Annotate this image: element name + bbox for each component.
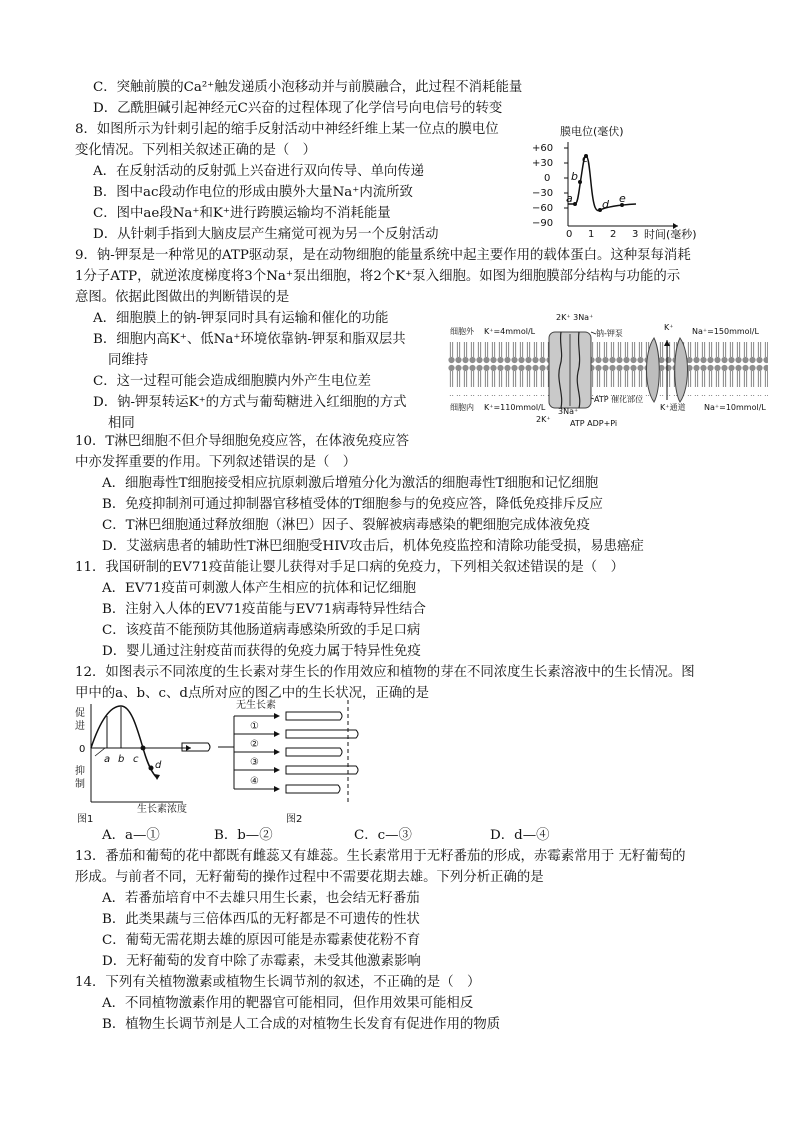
q8-fig-ytick: −60 xyxy=(532,203,554,214)
fig2-caption: 图2 xyxy=(286,814,303,825)
q7-option-c: C．突触前膜的Ca²⁺触发递质小泡移动并与前膜融合，此过程不消耗能量 xyxy=(93,80,523,95)
q8-fig-xtick: 0 xyxy=(566,229,573,240)
k-top-label: K⁺ xyxy=(664,323,674,332)
fig1-zero: 0 xyxy=(79,744,86,755)
bud-3 xyxy=(286,766,358,774)
q12-stem-line1: 12．如图表示不同浓度的生长素对芽生长的作用效应和植物的芽在不同浓度生长素溶液中的生长情况。图 xyxy=(75,665,695,680)
q10-stem-line2: 中亦发挥重要的作用。下列叙述错误的是（ ） xyxy=(75,455,357,470)
q8-option-c: C．图中ae段Na⁺和K⁺进行跨膜运输均不消耗能量 xyxy=(93,206,391,221)
bud-2 xyxy=(286,748,342,756)
q9-stem-line2: 1分子ATP，就逆浓度梯度将3个Na⁺泵出细胞，将2个K⁺泵入细胞。如图为细胞膜部分结构与功能的示 xyxy=(75,269,681,284)
fig2-label-3: ③ xyxy=(250,757,259,768)
q9-option-a: A．细胞膜上的钠-钾泵同时具有运输和催化的功能 xyxy=(93,311,389,326)
atp-label: ATP ADP+Pi xyxy=(570,419,618,428)
bud-growth-figure-2 xyxy=(178,696,368,828)
q11-option-c: C．该疫苗不能预防其他肠道病毒感染所致的手足口病 xyxy=(102,623,421,638)
fig1-inhibit-char2: 制 xyxy=(75,779,85,790)
q9-option-d-line2: 相同 xyxy=(108,416,135,431)
fig2-source-bud xyxy=(182,743,210,751)
q12-option-b: B．b—② xyxy=(214,828,273,843)
q8-fig-ytick: −90 xyxy=(532,218,554,229)
q8-fig-ytick: −30 xyxy=(532,188,554,199)
na-bottom-label: 3Na⁺ xyxy=(558,407,579,416)
q11-option-d: D．婴儿通过注射疫苗而获得的免疫力属于特异性免疫 xyxy=(102,644,421,659)
q10-option-d: D．艾滋病患者的辅助性T淋巴细胞受HIV攻击后，机体免疫监控和清除功能受损，易患癌症 xyxy=(102,539,644,554)
q10-option-c: C．T淋巴细胞通过释放细胞（淋巴）因子、裂解被病毒感染的靶细胞完成体液免疫 xyxy=(102,518,590,533)
pump-top-ions: 2K⁺ 3Na⁺ xyxy=(556,313,594,322)
q11-option-a: A．EV71疫苗可刺激人体产生相应的抗体和记忆细胞 xyxy=(102,581,416,596)
q8-option-d: D．从针刺手指到大脑皮层产生痛觉可视为另一个反射活动 xyxy=(93,227,439,242)
q10-stem-line1: 10．T淋巴细胞不但介导细胞免疫应答，在体液免疫应答 xyxy=(75,434,409,449)
q13-option-b: B．此类果蔬与三倍体西瓜的无籽都是不可遗传的性状 xyxy=(102,912,420,927)
fig2-no-auxin-label: 无生长素 xyxy=(236,700,276,711)
fig1-promote-char1: 促 xyxy=(75,708,85,719)
atp-site-label: ATP 催化部位 xyxy=(594,395,644,404)
q11-option-b: B．注射入人体的EV71疫苗能与EV71病毒特异性结合 xyxy=(102,602,426,617)
q9-option-b-line2: 同维持 xyxy=(108,353,149,368)
fig1-xlabel: 生长素浓度 xyxy=(137,804,187,815)
q8-fig-ytick: +30 xyxy=(532,158,554,169)
q9-stem-line1: 9．钠-钾泵是一种常见的ATP驱动泵，是在动物细胞的能量系统中起主要作用的载体蛋白。这种泵每消耗 xyxy=(75,248,691,263)
q9-option-d-line1: D．钠-钾泵转运K⁺的方式与葡萄糖进入红细胞的方式 xyxy=(93,395,407,410)
fig2-label-1: ① xyxy=(250,721,259,732)
q9-option-b-line1: B．细胞内高K⁺、低Na⁺环境依靠钠-钾泵和脂双层共 xyxy=(93,332,406,347)
q13-option-d: D．无籽葡萄的发育中除了赤霉素，未受其他激素影响 xyxy=(102,954,421,969)
fig1-point-a: a xyxy=(104,754,111,765)
q9-option-c: C．这一过程可能会造成细胞膜内外产生电位差 xyxy=(93,374,372,389)
fig1-promote-char2: 进 xyxy=(75,721,85,732)
q10-option-b: B．免疫抑制剂可通过抑制器官移植受体的T细胞参与的免疫应答，降低免疫排斥反应 xyxy=(102,497,603,512)
fig1-caption: 图1 xyxy=(77,814,94,825)
q12-option-a: A．a—① xyxy=(102,828,160,843)
q13-stem-line1: 13．番茄和葡萄的花中都既有雌蕊又有雄蕊。生长素常用于无籽番茄的形成，赤霉素常用于 无籽葡萄的 xyxy=(75,849,686,864)
q14-option-b: B．植物生长调节剂是人工合成的对植物生长发育有促进作用的物质 xyxy=(102,1017,501,1032)
bud-no-auxin xyxy=(286,712,342,720)
k-bottom-label: 2K⁺ xyxy=(536,415,551,424)
pump-label: 钠-钾泵 xyxy=(596,329,623,338)
q8-fig-point-b: b xyxy=(571,170,578,183)
q9-stem-line3: 意图。依据此图做出的判断错误的是 xyxy=(75,290,290,305)
q12-stem-line2: 甲中的a、b、c、d点所对应的图乙中的生长状况，正确的是 xyxy=(75,686,429,701)
k-inside-concentration: K⁺=110mmol/L xyxy=(484,403,546,412)
na-outside-concentration: Na⁺=150mmol/L xyxy=(692,327,759,336)
q12-option-c: C．c—③ xyxy=(354,828,412,843)
k-channel-label: K⁺通道 xyxy=(660,403,686,412)
q14-option-a: A．不同植物激素作用的靶器官可能相同，但作用效果可能相反 xyxy=(102,996,474,1011)
q11-stem: 11．我国研制的EV71疫苗能让婴儿获得对手足口病的免疫力，下列相关叙述错误的是（ ） xyxy=(75,560,624,575)
q13-stem-line2: 形成。与前者不同，无籽葡萄的操作过程中不需要花期去雄。下列分析正确的是 xyxy=(75,870,544,885)
q8-fig-point-a: a xyxy=(566,192,573,205)
outside-label: 细胞外 xyxy=(450,327,474,336)
q8-stem-line1: 8．如图所示为针刺引起的缩手反射活动中神经纤维上某一位点的膜电位 xyxy=(75,122,499,137)
q13-option-c: C．葡萄无需花期去雄的原因可能是赤霉素使花粉不育 xyxy=(102,933,421,948)
q14-stem: 14．下列有关植物激素或植物生长调节剂的叙述，不正确的是（ ） xyxy=(75,975,481,990)
membrane-potential-figure xyxy=(518,120,718,242)
q8-stem-line2: 变化情况。下列相关叙述正确的是（ ） xyxy=(75,143,317,158)
q12-option-d: D．d—④ xyxy=(490,828,550,843)
k-outside-concentration: K⁺=4mmol/L xyxy=(484,327,536,336)
q8-option-a: A．在反射活动的反射弧上兴奋进行双向传导、单向传递 xyxy=(93,164,425,179)
lipid-bilayer xyxy=(448,342,768,396)
fig1-point-c: c xyxy=(133,754,139,765)
fig2-label-4: ④ xyxy=(250,776,259,787)
q8-fig-xtick: 1 xyxy=(588,229,595,240)
sodium-potassium-pump-figure xyxy=(448,310,768,432)
q8-fig-ytick: 0 xyxy=(544,173,551,184)
q8-fig-xlabel: 时间(毫秒) xyxy=(644,228,697,241)
q8-option-b: B．图中ac段动作电位的形成由膜外大量Na⁺内流所致 xyxy=(93,185,413,200)
q8-fig-ytick: +60 xyxy=(532,143,554,154)
bud-4 xyxy=(286,785,340,793)
inside-label: 细胞内 xyxy=(450,403,474,412)
fig1-response-curve xyxy=(91,706,157,778)
bud-1 xyxy=(286,730,358,738)
q8-fig-point-c: c xyxy=(582,152,589,165)
q8-fig-point-d: d xyxy=(602,198,609,211)
q8-fig-xtick: 3 xyxy=(632,229,639,240)
q8-fig-point-e: e xyxy=(619,192,626,205)
q10-option-a: A．细胞毒性T细胞接受相应抗原刺激后增殖分化为激活的细胞毒性T细胞和记忆细胞 xyxy=(102,476,599,491)
q7-option-d: D．乙酰胆碱引起神经元C兴奋的过程体现了化学信号向电信号的转变 xyxy=(93,101,503,116)
na-inside-concentration: Na⁺=10mmol/L xyxy=(704,403,766,412)
q8-fig-xtick: 2 xyxy=(610,229,617,240)
q13-option-a: A．若番茄培育中不去雄只用生长素，也会结无籽番茄 xyxy=(102,891,420,906)
fig1-point-b: b xyxy=(118,754,125,765)
q8-fig-ylabel: 膜电位(毫伏) xyxy=(560,125,624,138)
fig1-point-d: d xyxy=(155,760,162,771)
fig1-inhibit-char1: 抑 xyxy=(75,766,85,777)
fig2-label-2: ② xyxy=(250,739,259,750)
